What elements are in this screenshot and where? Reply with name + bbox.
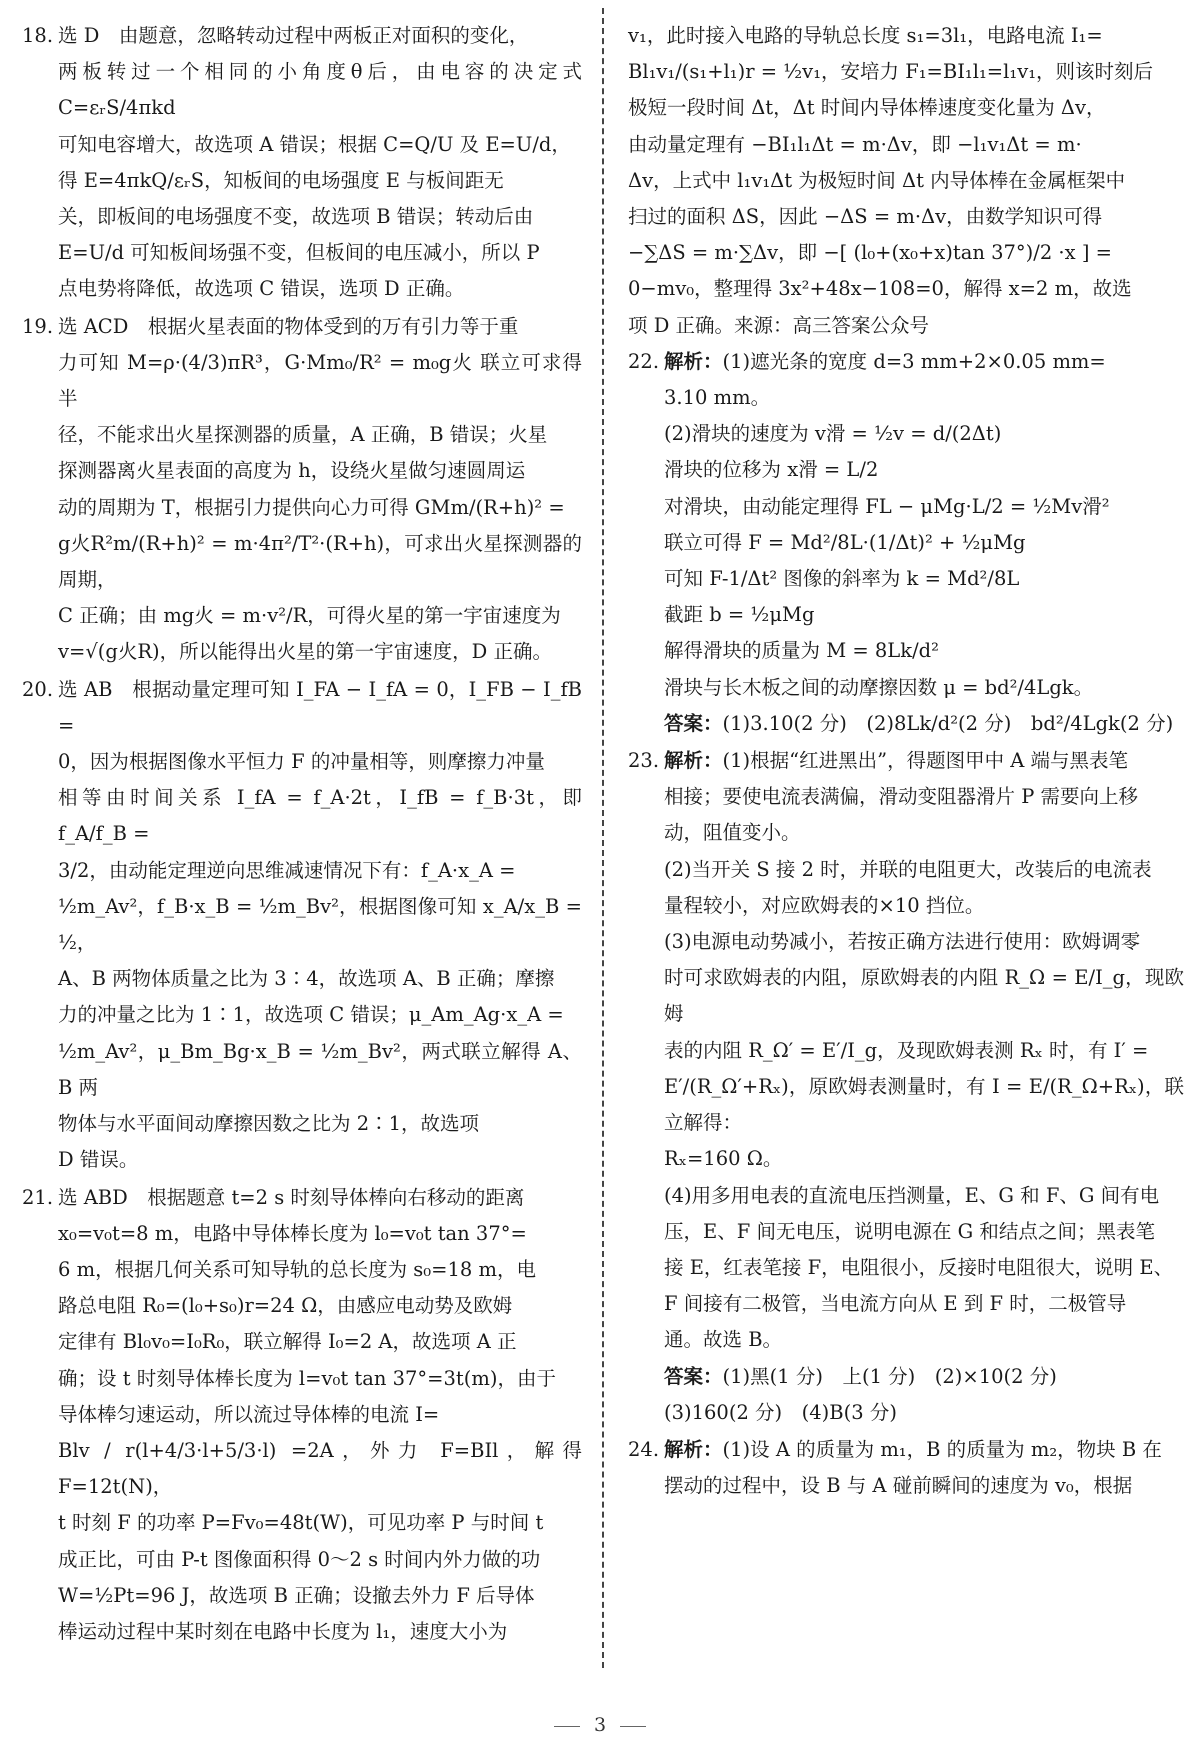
question-number: 21.	[22, 1185, 54, 1209]
text-line: x₀=v₀t=8 m，电路中导体棒长度为 l₀=v₀t tan 37°=	[58, 1221, 527, 1245]
text-line: 物体与水平面间动摩擦因数之比为 2∶1，故选项	[58, 1112, 480, 1136]
text-fragment: (1)根据“红进黑出”，得题图甲中 A 端与黑表笔	[722, 749, 1129, 773]
text-line: D 错误。	[58, 1148, 139, 1172]
text-line	[664, 1432, 1184, 1468]
text-line: ½m_Av²，μ_Bm_Bg·x_B = ½m_Bv²，两式联立解得 A、B 两	[58, 1039, 582, 1099]
text-line: 扫过的面积 ΔS，因此 −ΔS = m·Δv，由数学知识可得	[628, 205, 1103, 229]
text-line: (4)用多用电表的直流电压挡测量，E、G 和 F、G 间有电	[664, 1183, 1160, 1207]
text-line: 选 ACD 根据火星表面的物体受到的万有引力等于重	[58, 314, 519, 338]
text-line: 动的周期为 T，根据引力提供向心力可得 GMm/(R+h)² =	[58, 495, 565, 519]
text-line: Bl₁v₁/(s₁+l₁)r = ½v₁，安培力 F₁=BI₁l₁=l₁v₁，则该时刻后	[628, 60, 1154, 84]
text-line: 量程较小，对应欧姆表的×10 挡位。	[664, 893, 985, 917]
text-line: 0，因为根据图像水平恒力 F 的冲量相等，则摩擦力冲量	[58, 750, 545, 774]
answer-line	[664, 1359, 1184, 1395]
text-line: 由动量定理有 −BI₁l₁Δt = m·Δv，即 −l₁v₁Δt = m·	[628, 132, 1082, 156]
source-watermark: 来源：高三答案公众号	[734, 313, 930, 337]
question-number: 22.	[628, 349, 660, 373]
text-line: 3/2，由动能定理逆向思维减速情况下有：f_A·x_A =	[58, 858, 516, 882]
text-line: t 时刻 F 的功率 P=Fv₀=48t(W)，可见功率 P 与时间 t	[58, 1511, 544, 1535]
text-line: 选 ABD 根据题意 t=2 s 时刻导体棒向右移动的距离	[58, 1185, 525, 1209]
text-line: ½m_Av²，f_B·x_B = ½m_Bv²，根据图像可知 x_A/x_B = ½，	[58, 894, 582, 955]
text-line: 探测器离火星表面的高度为 h，设绕火星做匀速圆周运	[58, 459, 526, 483]
answer-line: (3)160(2 分) (4)B(3 分)	[664, 1400, 897, 1424]
question-number: 20.	[22, 677, 54, 701]
text-line: 径，不能求出火星探测器的质量，A 正确，B 错误；火星	[58, 423, 548, 447]
text-line	[628, 308, 1184, 344]
question-number: 24.	[628, 1437, 660, 1461]
text-line: E′/(R_Ω′+Rₓ)，原欧姆表测量时，有 I = E/(R_Ω+Rₓ)，联立解得：	[664, 1074, 1184, 1135]
text-line: 6 m，根据几何关系可知导轨的总长度为 s₀=18 m，电	[58, 1257, 536, 1281]
question-24	[628, 1432, 1184, 1504]
text-line: 相等由时间关系 I_fA = f_A·2t，I_fB = f_B·3t，即 f_A/f_B =	[58, 786, 582, 846]
text-line: (2)当开关 S 接 2 时，并联的电阻更大，改装后的电流表	[664, 857, 1152, 881]
text-line: Δv，上式中 l₁v₁Δt 为极短时间 Δt 内导体棒在金属框架中	[628, 168, 1126, 192]
text-line: A、B 两物体质量之比为 3∶4，故选项 A、B 正确；摩擦	[58, 967, 555, 991]
question-number: 23.	[628, 749, 660, 773]
page-number: 3	[593, 1714, 607, 1736]
text-line: 联立可得 F = Md²/8L·(1/Δt)² + ½μMg	[664, 530, 1026, 554]
column-divider	[602, 8, 604, 1668]
question-19	[22, 309, 582, 671]
text-line: (3)电源电动势减小，若按正确方法进行使用：欧姆调零	[664, 930, 1141, 954]
text-line: 表的内阻 R_Ω′ = E′/I_g，及现欧姆表测 Rₓ 时，有 I′ =	[664, 1038, 1149, 1062]
text-line: 相接；要使电流表满偏，滑动变阻器滑片 P 需要向上移	[664, 785, 1139, 809]
text-line: 3.10 mm。	[664, 386, 771, 410]
text-line: Blv / r(l+4/3·l+5/3·l) =2A，外力 F=BIl，解得 F=12t(N)，	[58, 1438, 582, 1499]
text-line: 路总电阻 R₀=(l₀+s₀)r=24 Ω，由感应电动势及欧姆	[58, 1294, 513, 1318]
text-line: 导体棒匀速运动，所以流过导体棒的电流 I=	[58, 1402, 440, 1426]
text-line: 滑块与长木板之间的动摩擦因数 μ = bd²/4Lgk。	[664, 675, 1094, 699]
text-line	[664, 344, 1184, 380]
text-line: 可知 F-1/Δt² 图像的斜率为 k = Md²/8L	[664, 567, 1020, 591]
text-line: 接 E，红表笔接 F，电阻很小，反接时电阻很大，说明 E、	[664, 1255, 1174, 1279]
question-number: 18.	[22, 24, 54, 47]
answer-label: 答案：	[664, 1364, 723, 1388]
analysis-label: 解析：	[664, 349, 723, 373]
text-line: 点电势将降低，故选项 C 错误，选项 D 正确。	[58, 277, 465, 301]
question-21-continued	[628, 18, 1184, 344]
question-20	[22, 672, 582, 1179]
text-line: Rₓ=160 Ω。	[664, 1147, 783, 1171]
text-fragment: 项 D 正确。	[628, 313, 735, 337]
text-line: 动，阻值变小。	[664, 821, 801, 845]
text-line: v₁，此时接入电路的导轨总长度 s₁=3l₁，电路电流 I₁=	[628, 24, 1103, 47]
left-column	[22, 18, 582, 1651]
analysis-label: 解析：	[664, 1437, 723, 1461]
text-line: 棒运动过程中某时刻在电路中长度为 l₁，速度大小为	[58, 1619, 508, 1643]
question-22	[628, 344, 1184, 742]
text-fragment: (1)遮光条的宽度 d=3 mm+2×0.05 mm=	[722, 349, 1106, 373]
question-18	[22, 18, 582, 308]
text-line: (2)滑块的速度为 v滑 = ½v = d/(2Δt)	[664, 422, 1002, 446]
text-line: v=√(g火R)，所以能得出火星的第一宇宙速度，D 正确。	[58, 640, 552, 664]
text-line: 两板转过一个相同的小角度θ后，由电容的决定式 C=εᵣS/4πkd	[58, 60, 582, 120]
question-21	[22, 1180, 582, 1651]
text-line: 关，即板间的电场强度不变，故选项 B 错误；转动后由	[58, 205, 534, 229]
question-number: 19.	[22, 314, 54, 338]
right-column	[628, 18, 1184, 1505]
question-23	[628, 743, 1184, 1431]
answer-text: (1)黑(1 分) 上(1 分) (2)×10(2 分)	[722, 1364, 1057, 1388]
text-line: 解得滑块的质量为 M = 8Lk/d²	[664, 639, 939, 663]
text-line: 截距 b = ½μMg	[664, 603, 815, 627]
footer-rule	[620, 1726, 646, 1727]
page-footer	[0, 1714, 1200, 1736]
text-line: 极短一段时间 Δt，Δt 时间内导体棒速度变化量为 Δv，	[628, 96, 1106, 120]
text-line: 可知电容增大，故选项 A 错误；根据 C=Q/U 及 E=U/d，	[58, 132, 571, 156]
text-line: E=U/d 可知板间场强不变，但板间的电压减小，所以 P	[58, 241, 540, 265]
text-line: 确；设 t 时刻导体棒长度为 l=v₀t tan 37°=3t(m)，由于	[58, 1366, 556, 1390]
text-line: 摆动的过程中，设 B 与 A 碰前瞬间的速度为 v₀，根据	[664, 1474, 1133, 1498]
text-line: 选 AB 根据动量定理可知 I_FA − I_fA = 0，I_FB − I_fB =	[58, 677, 582, 737]
footer-rule	[554, 1726, 580, 1727]
answer-text: (1)3.10(2 分) (2)8Lk/d²(2 分) bd²/4Lgk(2 分)	[722, 711, 1174, 735]
text-line: 力可知 M=ρ·(4/3)πR³，G·Mm₀/R² = m₀g火 联立可求得半	[58, 350, 582, 411]
analysis-label: 解析：	[664, 749, 723, 773]
text-line: W=½Pt=96 J，故选项 B 正确；设撤去外力 F 后导体	[58, 1583, 535, 1607]
text-fragment: (1)设 A 的质量为 m₁，B 的质量为 m₂，物块 B 在	[722, 1437, 1162, 1461]
text-line: 压，E、F 间无电压，说明电源在 G 和结点之间；黑表笔	[664, 1219, 1155, 1243]
text-line: g火R²m/(R+h)² = m·4π²/T²·(R+h)，可求出火星探测器的周期，	[58, 531, 582, 592]
text-line	[664, 743, 1184, 779]
text-line: F 间接有二极管，当电流方向从 E 到 F 时，二极管导	[664, 1292, 1127, 1316]
text-line: 力的冲量之比为 1∶1，故选项 C 错误；μ_Am_Ag·x_A =	[58, 1003, 564, 1027]
text-line: 滑块的位移为 x滑 = L/2	[664, 458, 879, 482]
text-line: 对滑块，由动能定理得 FL − μMg·L/2 = ½Mv滑²	[664, 494, 1110, 518]
text-line: 成正比，可由 P-t 图像面积得 0～2 s 时间内外力做的功	[58, 1547, 541, 1571]
text-line: 时可求欧姆表的内阻，原欧姆表的内阻 R_Ω = E/I_g，现欧姆	[664, 966, 1184, 1026]
text-line: 得 E=4πkQ/εᵣS，知板间的电场强度 E 与板间距无	[58, 168, 504, 192]
text-line: C 正确；由 mg火 = m·v²/R，可得火星的第一宇宙速度为	[58, 604, 561, 628]
text-line: −∑ΔS = m·∑Δv，即 −[ (l₀+(x₀+x)tan 37°)/2 ·x ] =	[628, 241, 1112, 265]
text-line: 选 D 由题意，忽略转动过程中两板正对面积的变化，	[58, 24, 529, 47]
text-line: 0−mv₀，整理得 3x²+48x−108=0，解得 x=2 m，故选	[628, 277, 1132, 301]
answer-line	[664, 706, 1184, 742]
text-line: 通。故选 B。	[664, 1328, 783, 1352]
answer-label: 答案：	[664, 711, 723, 735]
text-line: 定律有 Bl₀v₀=I₀R₀，联立解得 I₀=2 A，故选项 A 正	[58, 1330, 517, 1354]
